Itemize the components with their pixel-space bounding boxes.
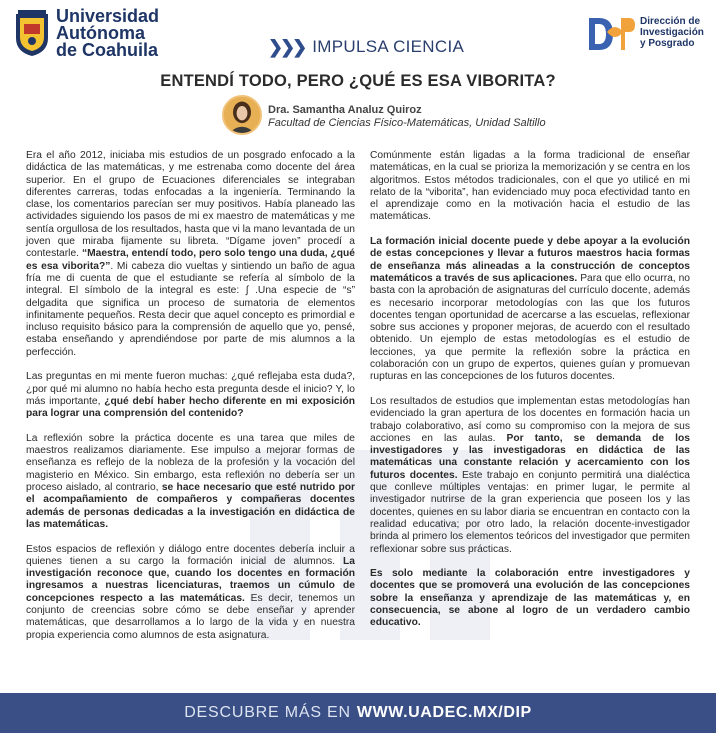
author-block <box>268 104 546 130</box>
paragraph <box>370 396 690 556</box>
text-run: Los resultados de estudios que implementan estas metodologías han evidenciado la gran apertura de los docentes en formación hacia un trabajo colaborativo, así como su compromiso con la mejora de sus acciones en las aulas. <box>370 395 690 444</box>
article-left-column <box>26 150 355 654</box>
paragraph <box>370 236 690 384</box>
text-run: Era el año 2012, iniciaba mis estudios de un posgrado enfocado a la didáctica de las matemáticas, y me estrenaba como docente del área superior. En el grupo de Ecuaciones diferenciales se integraban diferentes carreras, todas enfocadas a la ingeniería. Terminando la clase, los comentarios parecían ser muy positivos. Había planeado las actividades siguiendo los pasos de mi ex maestro de matemáticas y me sentía orgullosa de los resultados, hasta que vi la mano levantada de un joven que miraba fijamente su libreta. “Dígame joven” procedí a contestarle. <box>26 150 355 260</box>
text-run: Las preguntas en mi mente fueron muchas: ¿qué reflejaba esta duda?, ¿por qué mi alumno no había hecho esta pregunta desde el inicio? Y, lo más importante, <box>26 371 355 407</box>
university-name-line2: Autónoma <box>56 23 145 43</box>
bold-text: ¿qué debí haber hecho diferente en mi exposición para lograr una comprensión del contenido? <box>26 395 355 420</box>
text-run: . Mi cabeza dio vueltas y sintiendo un baño de agua fría me di cuenta de que el estudiante se refería al símbolo de la integral. El símbolo de la integral es este: ∫ .Una especie de “s” delgadita que significa un proceso de sumatoria de elementos infinitamente pequeños. Resta decir que aquel concepto es primordial e incluso requisito básico para la comprensión de aquello que yo, pensé, estaba enseñando y aprendiéndose por parte de mis alumnos a la perfección. <box>26 260 355 358</box>
article-title: ENTENDÍ TODO, PERO ¿QUÉ ES ESA VIBORITA? <box>160 72 556 90</box>
triple-chevron-icon: ❯❯❯ <box>268 36 305 57</box>
university-name-line3: de Coahuila <box>56 40 159 60</box>
paragraph <box>26 150 355 359</box>
text-run: La reflexión sobre la práctica docente es una tarea que miles de maestros realizamos diariamente. Ese impulso a mejorar formas de enseñanza es reflejo de la nobleza de la profesión y la vocación del magisterio en México. Sin embargo, esta reflexión no debería ser un proceso aislado, al contrario, <box>26 432 355 494</box>
bold-text: Es solo mediante la colaboración entre investigadores y docentes que se promoverá una evolución de las concepciones sobre la enseñanza y aprendizaje de las matemáticas y, en consecuencia, se abone al logro de un verdadero cambio educativo. <box>370 568 690 629</box>
bold-quote: “Maestra, entendí todo, pero solo tengo una duda, ¿qué es esa viborita?” <box>26 248 355 272</box>
section-banner <box>268 36 464 58</box>
dip-department-name <box>640 16 704 49</box>
footer-banner <box>0 693 716 733</box>
text-run: Es decir, tenemos un conjunto de creencias sobre cómo se debe enseñar y aprender matemáticas, que desarrollamos a lo largo de la vida y en nuestra propia experiencia como alumnos de esta asignatura. <box>26 592 355 641</box>
paragraph: Comúnmente están ligadas a la forma tradicional de enseñar matemáticas, en la cual se prioriza la memorización y se centra en los algoritmos. Estos métodos tradicionales, con el que yo utilicé en mi relato de la “viborita”, han evidenciado muy poca efectividad tanto en el aprendizaje como en la motivación hacia el estudio de las matemáticas. <box>370 150 690 223</box>
bold-text: Por tanto, se demanda de los investigadores y las investigadoras en didáctica de las matemáticas una constante relación y acercamiento con los futuros docentes. <box>370 432 690 481</box>
university-name-line1: Universidad <box>56 6 160 26</box>
paragraph <box>26 433 355 531</box>
author-portrait-icon <box>224 97 260 133</box>
text-run: Este trabajo en conjunto permitirá una dialéctica que conlleve múltiples ventajas: en primer lugar, le permite al investigador nutrirse de la gran experiencia que poseen los y las docentes, quienes en su labor diaria se encuentran en contacto con la realidad educativa; por otro lado, la relación docente-investigador brinda al primero los elementos teóricos del investigador que permiten reflexionar sobre sus prácticas. <box>370 469 690 555</box>
university-name <box>56 8 159 59</box>
bold-text: se hace necesario que esté nutrido por el acompañamiento de compañeros y compañeras docentes además de personas dedicadas a la investigación en didáctica de las matemáticas. <box>26 482 355 530</box>
footer-label: DESCUBRE MÁS EN <box>184 704 351 721</box>
paragraph <box>370 568 690 629</box>
text-run: Para que ello ocurra, no basta con la aprobación de asignaturas del currículo docente, además es necesario incorporar metodologías con las que los futuros docentes tengan oportunidad de acercarse a las escuelas, reflexionar sobre sus acciones y proponer mejoras, de acuerdo con el resultado obtenido. Un ejemplo de estas metodologías es el estudio de lecciones, ya que permite la reflexión sobre la práctica en colaboración con un grupo de expertos, quienes guían y promuevan rupturas en las concepciones de los futuros docentes. <box>370 272 690 383</box>
article-right-column <box>370 150 690 642</box>
dip-line3: y Posgrado <box>640 38 695 49</box>
page-header <box>0 0 716 74</box>
dip-logo-icon <box>585 12 637 56</box>
author-affiliation: Facultad de Ciencias Físico-Matemáticas, Unidad Saltillo <box>268 117 546 129</box>
footer-url-link[interactable]: WWW.UADEC.MX/DIP <box>356 704 532 721</box>
bold-text: La investigación reconoce que, cuando los docentes en formación ingresamos a nuestras licenciaturas, traemos un cúmulo de concepciones respecto a las matemáticas. <box>26 555 355 604</box>
dip-line1: Dirección de <box>640 16 701 27</box>
university-crest-icon <box>12 10 52 58</box>
bold-text: La formación inicial docente puede y debe apoyar a la evolución de estas concepciones y llevar a futuros maestros hacia formas de enseñanza más alineadas a la construcción de conceptos matemáticos a través de sus aplicaciones. <box>370 236 690 284</box>
paragraph <box>26 544 355 642</box>
text-run: Estos espacios de reflexión y diálogo entre docentes debería incluir a quienes tienen a su cargo la formación inicial de alumnos. <box>26 543 355 567</box>
section-label: IMPULSA CIENCIA <box>312 37 465 56</box>
dip-logo-text: DIP <box>585 12 587 13</box>
dip-line2: Investigación <box>640 27 704 38</box>
author-avatar <box>222 95 262 135</box>
paragraph <box>26 371 355 420</box>
author-name: Dra. Samantha Analuz Quiroz <box>268 104 422 116</box>
